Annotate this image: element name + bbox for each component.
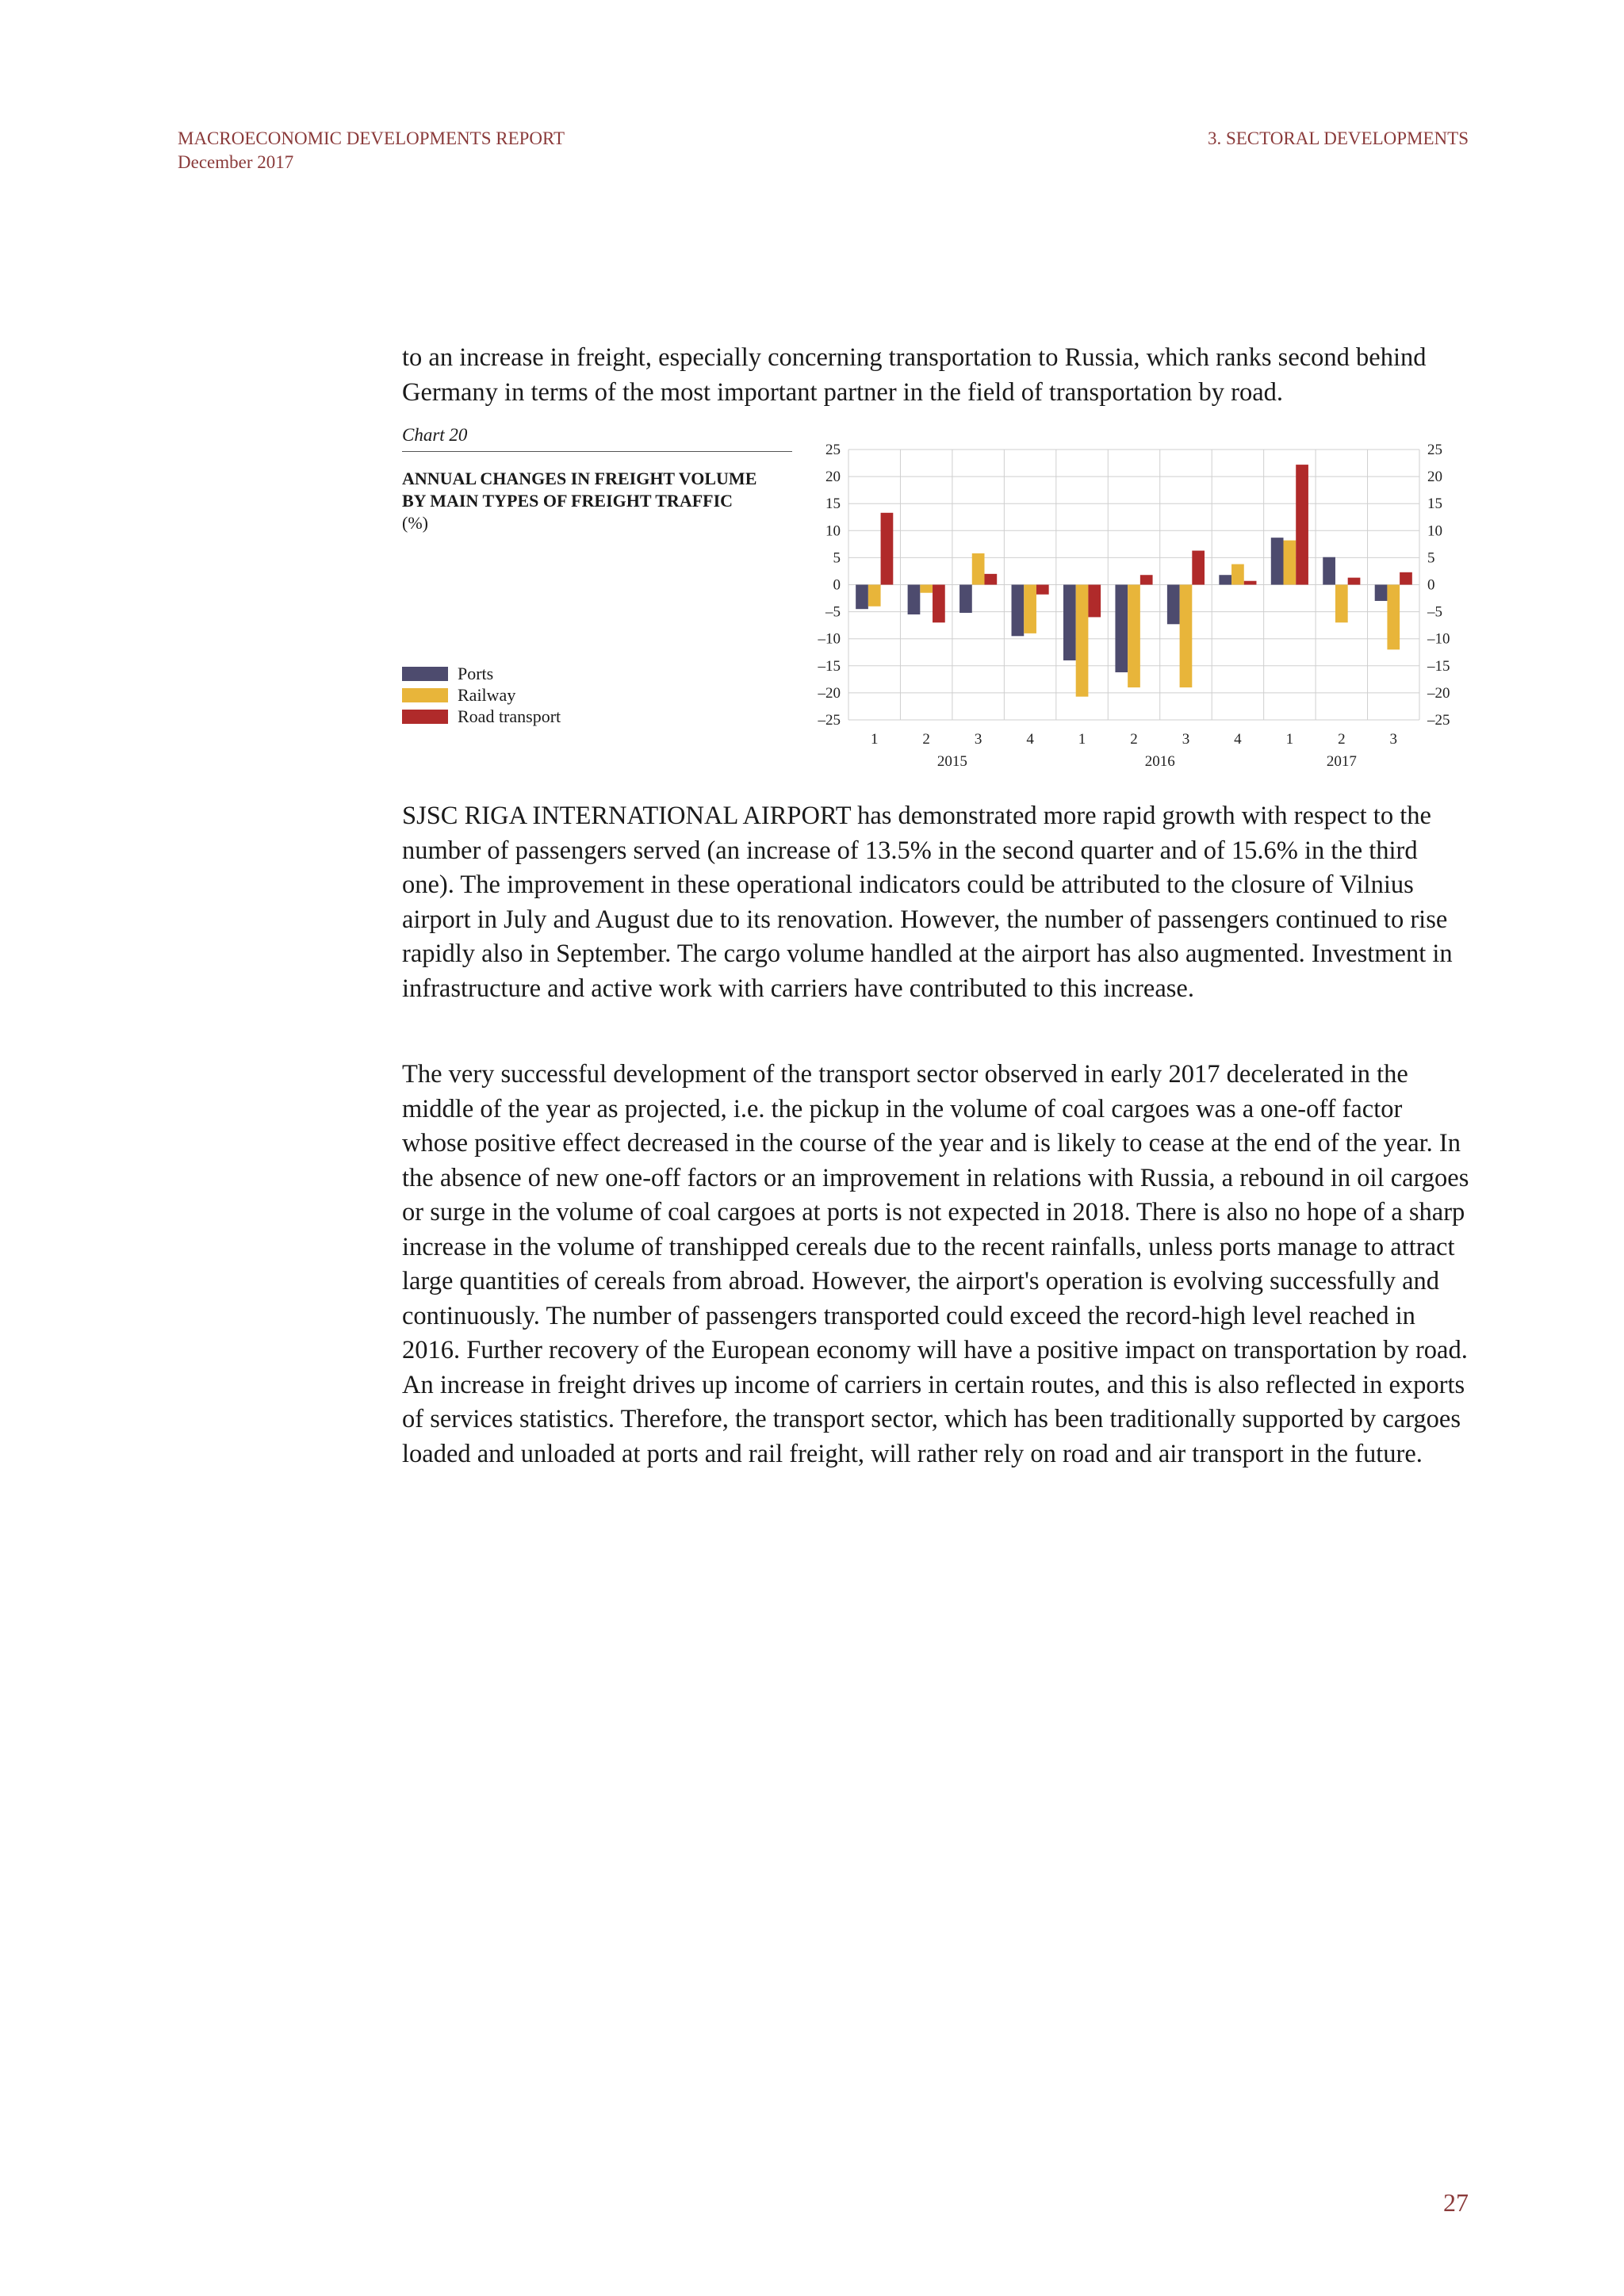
x-tick-label: 2 [1338,731,1346,748]
x-tick-label: 4 [1026,731,1034,748]
y-tick-label-left: –10 [818,630,841,648]
bar-railway [1128,585,1140,688]
freight-bar-chart [809,432,1467,781]
x-tick-label: 1 [1285,731,1294,748]
legend-label-railway: Railway [458,684,516,705]
chart-legend [402,663,561,727]
bar-railway [1284,541,1297,585]
bar-road-transport [933,585,945,623]
bar-ports [908,585,921,615]
y-tick-label-left: –20 [818,684,841,702]
bar-railway [1335,585,1348,623]
bar-road-transport [1400,572,1412,585]
bar-railway [920,585,933,593]
intro-paragraph [402,341,1473,410]
bar-railway [1180,585,1193,688]
y-tick-label-right: 5 [1427,549,1435,567]
legend-item-road [402,706,561,727]
x-tick-label: 2 [922,731,930,748]
chart-label: Chart 20 [402,424,792,452]
x-tick-label: 2 [1130,731,1138,748]
y-tick-label-left: 15 [825,496,841,513]
y-tick-label-left: –25 [818,712,841,729]
outlook-paragraph [402,1058,1473,1471]
legend-item-railway [402,684,561,706]
y-tick-label-right: –20 [1427,684,1450,702]
chart-title: ANNUAL CHANGES IN FREIGHT VOLUME BY MAIN TYPES OF FREIGHT TRAFFIC [402,469,757,511]
bar-road-transport [1348,578,1361,585]
legend-item-ports [402,663,561,684]
bar-road-transport [1088,585,1101,618]
bar-railway [1231,564,1244,585]
y-tick-label-left: 10 [825,522,841,540]
bar-ports [1167,585,1180,625]
bar-ports [1219,575,1231,584]
y-tick-label-left: –15 [818,657,841,675]
y-tick-label-right: 10 [1427,522,1442,540]
report-title: MACROECONOMIC DEVELOPMENTS REPORT [178,128,565,148]
legend-swatch-road [402,710,448,724]
section-header: 3. SECTORAL DEVELOPMENTS [1207,128,1469,148]
legend-label-road: Road transport [458,706,561,726]
bar-road-transport [984,574,997,585]
legend-label-ports: Ports [458,663,494,683]
x-tick-label: 1 [870,731,879,748]
chart-unit: (%) [402,513,428,533]
bar-ports [959,585,972,613]
bar-ports [856,585,868,610]
y-tick-label-right: –15 [1427,657,1450,675]
bar-railway [1024,585,1036,633]
airport-text: SJSC RIGA INTERNATIONAL AIRPORT has demonstrated more rapid growth with respect to the number of passengers served (an increase of 13.5% in the second quarter and of 15.6% in the third one). The improvement in these operational indicators could be attributed to the closure of Vilnius airport in July and August due to its renovation. However, the number of passengers continued to rise rapidly also in September. The cargo volume handled at the airport has also augmented. Investment in infrastructure and active work with carriers have contributed to this increase. [402,802,1453,1003]
bar-road-transport [1192,551,1205,585]
bar-ports [1012,585,1025,637]
bar-road-transport [1244,581,1257,585]
bar-railway [1387,585,1400,650]
y-tick-label-right: 15 [1427,496,1442,513]
y-tick-label-left: 0 [833,576,841,594]
y-tick-label-right: 25 [1427,442,1442,458]
bar-ports [1063,585,1076,660]
bar-railway [868,585,881,607]
airport-paragraph [402,799,1473,1006]
bar-road-transport [1296,465,1308,584]
report-header [178,127,565,174]
y-tick-label-left: 5 [833,549,841,567]
outlook-text: The very successful development of the transport sector observed in early 2017 decelerated in the middle of the year as projected, i.e. the pickup in the volume of coal cargoes was a one-off factor whose positive effect decreased in the course of the year and is likely to cease at the end of the year. In the absence of new one-off factors or an improvement in relations with Russia, a rebound in oil cargoes or surge in the volume of coal cargoes at ports is not expected in 2018. There is also no hope of a sharp increase in the volume of transhipped cereals due to the recent rainfalls, unless ports manage to attract large quantities of cereals from abroad. However, the airport's operation is evolving successfully and continuously. The number of passengers transported could exceed the record-high level reached in 2016. Further recovery of the European economy will have a positive impact on transportation by road. An increase in freight drives up income of carriers in certain routes, and this is also reflected in exports of services statistics. Therefore, the transport sector, which has been traditionally supported by cargoes loaded and unloaded at ports and rail freight, will rather rely on road and air transport in the future. [402,1060,1469,1468]
y-tick-label-right: 0 [1427,576,1435,594]
y-tick-label-left: –5 [825,603,841,621]
y-tick-label-right: 20 [1427,469,1442,486]
bar-ports [1115,585,1128,672]
legend-swatch-railway [402,688,448,702]
intro-text: to an increase in freight, especially concerning transportation to Russia, which ranks second behind Germany in terms of the most important partner in the field of transportation by road. [402,343,1427,407]
page-number: 27 [1443,2188,1469,2217]
chart-caption [402,424,792,534]
year-label: 2015 [936,753,967,770]
y-tick-label-left: 25 [825,442,841,458]
legend-swatch-ports [402,667,448,681]
x-tick-label: 3 [974,731,982,748]
x-tick-label: 3 [1389,731,1398,748]
y-tick-label-right: –10 [1427,630,1450,648]
year-label: 2017 [1326,753,1357,770]
bar-ports [1375,585,1388,601]
bar-ports [1323,557,1335,585]
bar-ports [1271,538,1284,584]
x-tick-label: 1 [1078,731,1086,748]
x-tick-label: 3 [1182,731,1190,748]
bar-road-transport [1140,575,1153,584]
y-tick-label-right: –5 [1427,603,1442,621]
y-tick-label-left: 20 [825,469,841,486]
year-label: 2016 [1144,753,1175,770]
y-tick-label-right: –25 [1427,712,1450,729]
x-tick-label: 4 [1234,731,1242,748]
bar-railway [1076,585,1089,697]
bar-road-transport [1036,585,1049,595]
report-date: December 2017 [178,152,294,172]
bar-railway [972,553,985,585]
bar-road-transport [881,513,894,585]
